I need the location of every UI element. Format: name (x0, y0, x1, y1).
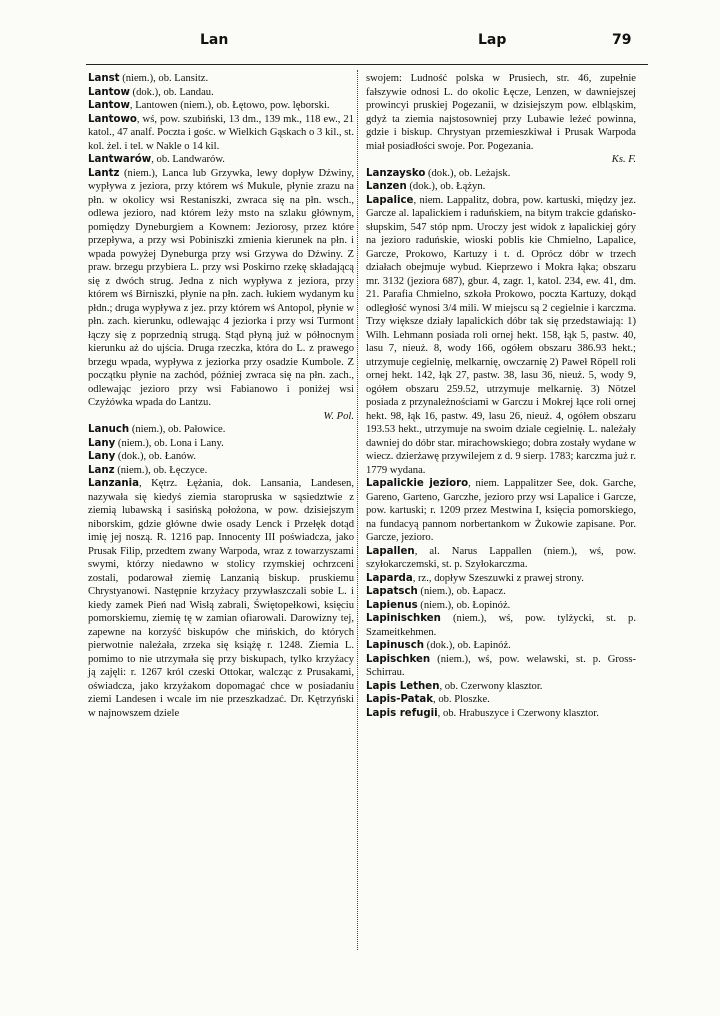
entry-text: (niem.), ob. Pałowice. (129, 424, 226, 435)
entry-text: , niem. Lappalitzer See, dok. Garche, Gareno, Garteno, Garczhe, jezioro przy wsi Lapalice i Garcze, pow. kartuski; r. 1209 przez Mestwina I, księcia pomorskiego, na fundacyą pannom norbertankom w Żukowie zapisane. Por. Garcze, jezioro. (366, 478, 637, 543)
dictionary-entry (88, 153, 354, 167)
entry-headword: Lanzen (366, 181, 407, 192)
entry-text: (dok.), ob. Łążyn. (406, 181, 486, 192)
entry-text: (niem.), ob. Łęczyce. (114, 464, 208, 476)
entry-text: (dok.), ob. Leżajsk. (425, 167, 511, 179)
dictionary-entry (366, 612, 636, 639)
dictionary-entry (366, 599, 636, 613)
dictionary-entry (88, 99, 354, 113)
dictionary-entry (366, 693, 636, 707)
entry-text: (dok.), ob. Łanów. (115, 451, 197, 462)
entry-headword: Lanzaysko (366, 167, 426, 179)
entry-headword: Lanz (88, 464, 115, 476)
entry-text: (niem.), ob. Lona i Lany. (115, 437, 224, 449)
dictionary-entry (366, 639, 636, 653)
entry-headword: Lanzania (88, 478, 140, 489)
entry-headword: Lanst (88, 73, 120, 84)
entry-headword: Lantowo (88, 113, 137, 125)
dictionary-entry (366, 72, 636, 167)
entry-signature: Ks. F. (611, 154, 636, 165)
entry-headword: Lantow (88, 100, 130, 111)
dictionary-entry (88, 423, 354, 437)
dictionary-entry (366, 585, 636, 599)
entry-text: (niem.), ob. Lansitz. (119, 73, 209, 84)
entry-text: (niem.), wś, pow. welawski, st. p. Gross-Schirrau. (366, 653, 636, 678)
dictionary-entry (366, 545, 636, 572)
entry-text: , al. Narus Lappallen (niem.), wś, pow. szyłokarczemski, st. p. Szyłokarczma. (366, 545, 636, 570)
header-right-guide-word: Lap (478, 32, 507, 48)
dictionary-entry (88, 464, 354, 478)
dictionary-entry (88, 113, 354, 154)
entry-headword: Lantz (88, 167, 120, 179)
dictionary-entry (88, 477, 354, 720)
left-column (88, 72, 354, 720)
dictionary-entry (366, 194, 636, 478)
entry-text: , niem. Lappalitz, dobra, pow. kartuski, między jez. Garcze al. lapalickiem i raduńskiem, na bitym trakcie gdańsko-słupskim, 547 stóp npm. Uroczy jest widok z łapalickiej góry na jezioro raduńskie, wioski poblis kie Chmielno, Lapalice, Garcze, Prokowo, Kartuzy i t. d. Oprócz dóbr w trzech działach obejmuje wybud. Kieprzewo i Mokra łąka; obszaru mr. 3132 (jeziora 687), gbur. 4, zagr. 1, katol. 234, ew. 41, dm. 21. Parafia Chmielno, szkoła Prokowo, poczta Kartuzy, dokąd odległość wynosi 3/4 mili. W miejscu są 2 cegielnie i karczma. Trzy większe działy lapalickich dóbr tak się przedstawiają: 1) Wilh. Lehmann posiada roli ornej hekt. 158, łąk 5, pastw. 40, lasu 7, nieuż. 8, wody 166, ogółem obszaru 386.93 hekt.; utrzymuje cegielnię, melkarnię, owczarnię 2) Paweł Röpell roli ornej hekt. 142, łąk 27, pastw. 38, lasu 36, nieuż. 5, wody 9, ogółem obszaru 259.52, utrzymuje melkarnię. 3) Nötzel posiada z przynależnościami w Garczu i Mokrej łące roli ornej hekt. 98, łąk 16, pastw. 49, lasu 26, nieuż. 4, ogółem obszaru 193.53 hekt., utrzymuje na swoim dziale cegielnię. L. należały dawniej do dóbr star. mirachowskiego; dobra zostały wydane w wiecz. dzierżawę przywilejem z d. 9 sierp. 1783; karczma już r. 1779 wydana. (366, 194, 636, 476)
entry-headword: Lapis Lethen (366, 680, 440, 692)
entry-headword: Lapinusch (366, 640, 425, 651)
dictionary-entry (88, 450, 354, 464)
entry-headword: Lapienus (366, 599, 418, 611)
entry-headword: Lapis-Patak (366, 694, 434, 705)
entry-headword: Lapallen (366, 545, 415, 557)
entry-headword: Lapinischken (366, 613, 441, 624)
entry-headword: Lapalickie jezioro (366, 478, 469, 489)
dictionary-entry (366, 477, 636, 545)
entry-text: , Kętrz. Łężania, dok. Lansania, Landesen, nazywała się kiedyś ziemia staropruska w sąsiedztwie z ziemią lubawską i sasińską położona, w pow. dzisiejszym niborskim, gdzie główne dwie osady Lenck i Przełęk dotąd imię jej noszą. R. 1216 pap. Innocenty III poświadcza, jako Prusak Filip, przedtem zwany Warpoda, wraz z towarzyszami swymi, którzy niedawno w stolicy rzymskiej ochrzceni zostali, podarował ziemię Lanzanią biskup. pruskiemu Chrystyanowi. Następnie krzyżacy przywłaszczali sobie L. i kiedy zamek Pień nad Wisłą zabrali, Świętopełkowi, księciu pomorskiemu, ziemię tę w zamian ofiarowali. Darowizny tej, zapewne na korzyść biskupów che mińskich, do których pierwotnie należała, zrzeka się książę r. 1248. Ziemia L. pomimo to nie utrzymała się przy biskupach, tylko krzyżacy ją zajęli: r. 1267 król czeski Ottokar, walcząc z Prusakami, oświadcza, jako krzyżakom dopomagać chce w posiadaniu ziemi Landesen i wcale im nie przeszkadzać. Dr. Kętrzyński w najnowszem dziele (88, 478, 354, 719)
entry-text: , ob. Ploszke. (433, 694, 490, 705)
entry-headword: Lapischken (366, 653, 431, 665)
dictionary-entry (366, 653, 636, 680)
right-column (366, 72, 636, 720)
entry-text: (niem.), Lanca lub Grzywka, lewy dopływ Dźwiny, wypływa z jeziora, przy którem wś Mukule, płynie zrazu na płn. w okolicy wsi Restaniszki, zwraca się na płn. wsch., odlewa jezioro, nad którem leży msto na szlaku głównym, pomiędzy Dyneburgiem a Kownem: Jeziorosy, przez które przepływa, a przy wsi Pobiniszki zmienia kierunek na płn. i wpada powyżej Dyneburga przy wsi Grzywa do Dźwiny. Z praw. brzegu przybiera L. przy wsi Poskirno rzekę składającą się z dwóch strug. Jedna z nich wypływa z jeziora, przy którem wś Birniszki, płynie na płn. zach. łukiem wydanym ku płdn.; druga wypływa z jez. przy którem wś Antopol, płynie w płn. zach. kierunku, odlewając 4 jeziorka i przy wsi Turmont łączy się z poprzednią strugą. Stąd płyną już w północnym kierunku aż do ujścia. Druga rzeczka, która do L. z prawego brzegu wpada, wypływa z jeziorka przy osadzie Kumbole. Z początku płynie na zachód, później zwraca się na płn. zach., odlewając jezioro przy wsi Fabianowo i poniżej wsi Czyżówka wpada do Lantzu. (88, 167, 354, 408)
column-divider (357, 70, 358, 950)
entry-text: swojem: Ludność polska w Prusiech, str. 46, zupełnie fałszywie odnosi L. do okolic Łęcze, Lenzen, w dawniejszej prowincyi pruskiej Pogezanii, w dzisiejszym pow. elbląskim, gdyż ta ziemia najstosowniej przy Lubawie leżeć powinna, gdzie i biskup. Chrystyan przemieszkiwał i Prusak Warpoda miał posiadłości swoje. Por. Pogezania. (366, 73, 636, 152)
header-rule (86, 64, 648, 65)
entry-text: (niem.), ob. Łopinóż. (417, 599, 511, 611)
entry-text: (niem.), ob. Łapacz. (417, 586, 506, 597)
entry-headword: Lantwarów (88, 154, 152, 165)
entry-text: , wś, pow. szubiński, 13 dm., 139 mk., 118 ew., 21 katol., 47 analf. Poczta i gośc. w Wielkich Gąskach o 3 kil., st. kol. żel. i tel. w Nakle o 14 kil. (88, 113, 354, 152)
entry-text: , Lantowen (niem.), ob. Łętowo, pow. lęborski. (129, 100, 330, 111)
entry-headword: Lany (88, 437, 116, 449)
entry-signature: W. Pol. (323, 410, 354, 422)
entry-headword: Lany (88, 451, 116, 462)
entry-text: (niem.), wś, pow. tylżycki, st. p. Szameitkehmen. (366, 613, 636, 638)
dictionary-entry (88, 437, 354, 451)
dictionary-entry (366, 572, 636, 586)
dictionary-entry (88, 167, 354, 424)
entry-headword: Lanuch (88, 424, 130, 435)
page-number: 79 (612, 32, 632, 48)
entry-text: , rz., dopływ Szeszuwki z prawej strony. (412, 572, 584, 584)
entry-text: , ob. Landwarów. (151, 154, 225, 165)
dictionary-entry (366, 167, 636, 181)
entry-text: , ob. Czerwony klasztor. (439, 680, 543, 692)
dictionary-entry (88, 72, 354, 86)
dictionary-entry (366, 707, 636, 721)
entry-text: (dok.), ob. Landau. (129, 86, 214, 98)
dictionary-entry (366, 180, 636, 194)
entry-headword: Lantow (88, 86, 130, 98)
entry-text: (dok.), ob. Łapinóż. (424, 640, 511, 651)
running-header (0, 32, 720, 52)
dictionary-entry (88, 86, 354, 100)
entry-headword: Lapis refugii (366, 707, 438, 719)
dictionary-entry (366, 680, 636, 694)
entry-headword: Lapalice (366, 194, 414, 206)
entry-headword: Laparda (366, 572, 413, 584)
entry-text: , ob. Hrabuszyce i Czerwony klasztor. (437, 707, 599, 719)
header-left-guide-word: Lan (200, 32, 229, 48)
entry-headword: Lapatsch (366, 586, 418, 597)
